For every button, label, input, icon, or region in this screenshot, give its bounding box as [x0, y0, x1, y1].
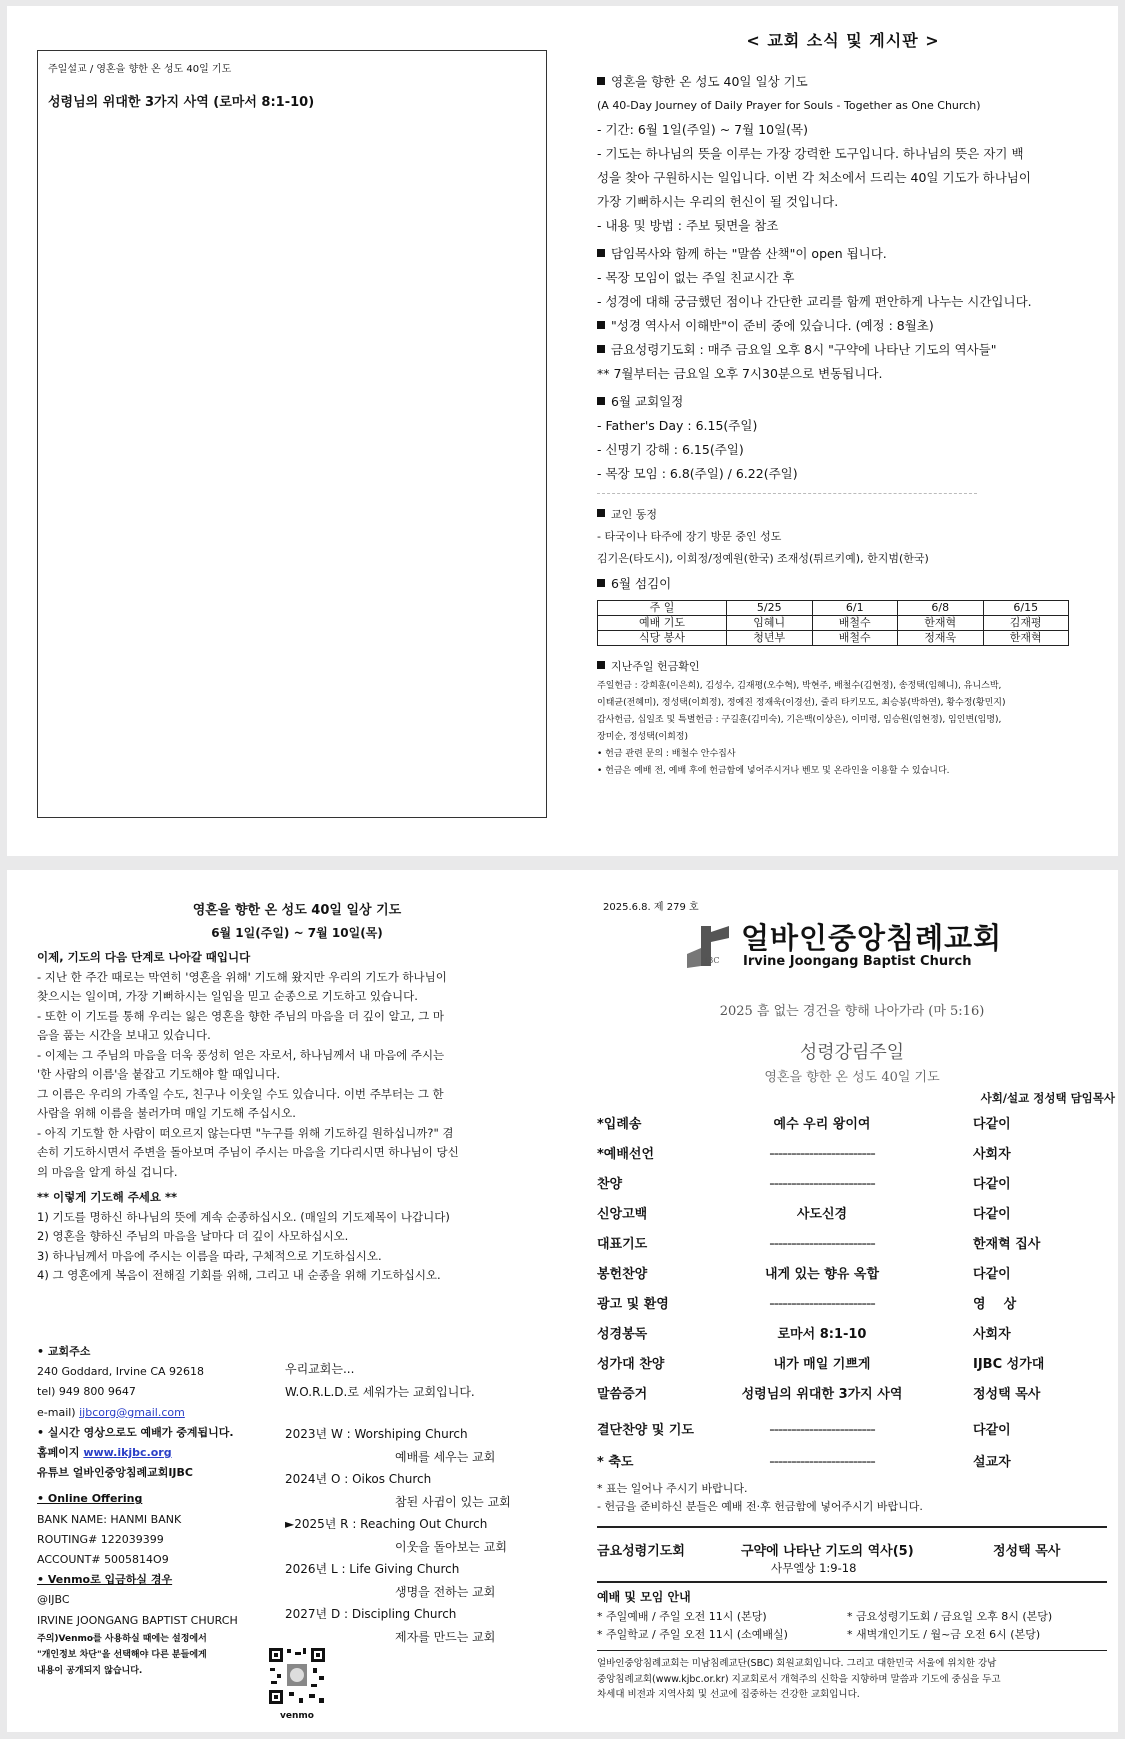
world-year: ►2025년 R : Reaching Out Church — [285, 1517, 488, 1531]
square-bullet-icon — [597, 321, 605, 329]
news-heading: 담임목사와 함께 하는 "말씀 산책"이 open 됩니다. — [597, 242, 1112, 266]
news-board — [597, 70, 1112, 780]
online-offering-heading: • Online Offering — [37, 1492, 143, 1506]
meetings-list-right — [847, 1608, 1052, 1644]
homepage-row: 홈페이지 www.ikjbc.org — [37, 1446, 172, 1460]
world-sub: 제자를 만드는 교회 — [395, 1629, 496, 1644]
prayer-line: 사람을 위해 이름을 불러가며 매일 기도해 주십시오. — [37, 1106, 296, 1120]
worship-notes — [597, 1480, 923, 1516]
table-cell: 예배 기도 — [598, 616, 727, 631]
church-motto: 2025 흠 없는 경건을 향해 나아가라 (마 5:16) — [719, 1004, 985, 1019]
prayer-line: 음을 품는 시간을 보내고 있습니다. — [37, 1028, 211, 1042]
church-name-ko: 얼바인중앙침례교회 — [741, 921, 1003, 955]
news-line: - 성경에 대해 궁금했던 점이나 간단한 교리를 함께 편안하게 나누는 시간입니다. — [597, 294, 1032, 309]
square-bullet-icon — [597, 509, 605, 517]
pray-item: 4) 그 영혼에게 복음이 전해질 기회를 위해, 그리고 내 순종을 위해 기도하십시오. — [37, 1268, 441, 1282]
prayer-line: - 아직 기도할 한 사람이 떠오르지 않는다면 "누구를 위해 기도하길 원하십니까?" 겸 — [37, 1125, 454, 1140]
order-row: 광고 및 환영 ------------------------ 영 상 — [597, 1297, 1017, 1312]
prayer-line: 이제, 기도의 다음 단계로 나아갈 때입니다 — [37, 950, 251, 964]
venmo-note: 내용이 공개되지 않습니다. — [37, 1665, 143, 1676]
table-cell: 김재평 — [983, 616, 1069, 631]
prayer-line: '한 사람의 이름'을 붙잡고 기도해야 할 때입니다. — [37, 1067, 280, 1081]
order-row: 결단찬양 및 기도 ------------------------ 다같이 — [597, 1423, 1011, 1438]
meetings-list — [597, 1608, 788, 1644]
meeting-item: * 주일예배 / 주일 오전 11시 (본당) — [597, 1610, 767, 1623]
prayer-line: 의 마음을 알게 하실 겁니다. — [37, 1164, 178, 1179]
offering-line: 장미순, 정성택(이희정) — [597, 732, 688, 742]
address-street: 240 Goddard, Irvine CA 92618 — [37, 1365, 205, 1379]
prayer-line: - 이제는 그 주님의 마음을 더욱 풍성히 얻은 자로서, 하나님께서 내 마음에 주시는 — [37, 1047, 445, 1062]
table-row — [598, 601, 1069, 616]
bulletin-outer-page — [7, 870, 1118, 1732]
offering-line: • 헌금은 예배 전, 예배 후에 헌금함에 넣어주시거나 벤모 및 온라인을 이용할 수 있습니다. — [597, 766, 950, 776]
footer-line: 차세대 비전과 지역사회 및 선교에 집중하는 건강한 교회입니다. — [597, 1689, 860, 1700]
table-cell: 임혜니 — [727, 616, 813, 631]
church-footer — [597, 1656, 1001, 1703]
venmo-id: @IJBC — [37, 1593, 70, 1607]
offering-heading: 지난주일 헌금확인 — [597, 656, 1112, 678]
news-line: (A 40-Day Journey of Daily Prayer for Souls - Together as One Church) — [597, 99, 981, 112]
qr-code-icon — [267, 1646, 327, 1706]
world-sub: 예배를 세우는 교회 — [395, 1449, 496, 1464]
news-line: - 기도는 하나님의 뜻을 이루는 가장 강력한 도구입니다. 하나님의 뜻은 자기 백 — [597, 146, 1024, 161]
venmo-qr-code[interactable] — [267, 1646, 327, 1721]
news-heading: 금요성령기도회 : 매주 금요일 오후 8시 "구약에 나타난 기도의 역사들" — [597, 338, 1112, 362]
order-row: 성경봉독 로마서 8:1-10 사회자 — [597, 1327, 1011, 1342]
prayer-title: 영혼을 향한 온 성도 40일 일상 기도 — [192, 903, 402, 918]
issue-number: 2025.6.8. 제 279 호 — [603, 902, 699, 913]
order-row: * 축도 ------------------------ 설교자 — [597, 1455, 1011, 1470]
offering-line: 주일헌금 : 강희훈(이은희), 김성수, 김재평(오수혁), 박현주, 배철수(김현정), 송정택(임혜니), 유니스박, — [597, 681, 1002, 691]
table-cell: 6/15 — [983, 601, 1069, 616]
divider — [597, 1581, 1107, 1583]
prayer-guide — [37, 900, 557, 1286]
members-heading: 교인 동정 — [597, 504, 1112, 526]
venmo-note: "개인정보 차단"을 선택해야 다른 분들에게 — [37, 1649, 207, 1660]
prayer-line: 그 이름은 우리의 가족일 수도, 친구나 이웃일 수도 있습니다. 이번 주부터는 그 한 — [37, 1086, 444, 1101]
pray-item: 2) 영혼을 향하신 주님의 마음을 날마다 더 깊이 사모하십시오. — [37, 1229, 349, 1243]
table-cell: 5/25 — [727, 601, 813, 616]
square-bullet-icon — [597, 249, 605, 257]
duty-heading: 6월 섬김이 — [597, 572, 1112, 596]
members-line: - 타국이나 타주에 장기 방문 중인 성도 — [597, 530, 782, 543]
divider — [597, 1526, 1107, 1528]
email-link[interactable]: ijbcorg@gmail.com — [79, 1405, 185, 1419]
live-notice: • 실시간 영상으로도 예배가 중계됩니다. — [37, 1425, 234, 1439]
news-line: ** 7월부터는 금요일 오후 7시30분으로 변동됩니다. — [597, 366, 883, 381]
table-cell: 한재혁 — [898, 616, 984, 631]
news-heading: "성경 역사서 이해반"이 준비 중에 있습니다. (예정 : 8월초) — [597, 314, 1112, 338]
table-cell: 6/1 — [812, 601, 898, 616]
homepage-link[interactable]: www.ikjbc.org — [83, 1446, 172, 1460]
world-sub: 생명을 전하는 교회 — [395, 1584, 496, 1599]
world-intro: W.O.R.L.D.로 세워가는 교회입니다. — [285, 1384, 475, 1399]
prayer-line: 손히 기도하시면서 주변을 돌아보며 주님이 주시는 마음을 기다리시면 하나님이 당신 — [37, 1145, 459, 1159]
table-row — [598, 616, 1069, 631]
meeting-item: * 주일학교 / 주일 오전 11시 (소예배실) — [597, 1628, 788, 1641]
news-heading: 영혼을 향한 온 성도 40일 일상 기도 — [597, 70, 1112, 94]
news-line: - 기간: 6월 1일(주일) ~ 7월 10일(목) — [597, 122, 808, 137]
news-line: - 내용 및 방법 : 주보 뒷면을 참조 — [597, 218, 779, 233]
table-cell: 배철수 — [812, 616, 898, 631]
sermon-notes-box — [37, 50, 547, 818]
prayer-line: - 또한 이 기도를 통해 우리는 잃은 영혼을 향한 주님의 마음을 더 깊이 알고, 그 마 — [37, 1008, 445, 1023]
order-row: 성가대 찬양 내가 매일 기쁘게 IJBC 성가대 — [597, 1357, 1045, 1372]
news-line: 성을 찾아 구원하시는 일입니다. 이번 각 처소에서 드리는 40일 기도가 하나님이 — [597, 170, 1031, 185]
table-cell: 청년부 — [727, 631, 813, 646]
world-year: 2023년 W : Worshiping Church — [285, 1427, 468, 1441]
order-row: 찬양 ------------------------ 다같이 — [597, 1177, 1011, 1192]
friday-label: 금요성령기도회 — [597, 1544, 685, 1559]
bulletin-inner-page — [7, 6, 1118, 856]
worship-note: - 헌금을 준비하신 분들은 예배 전·후 헌금함에 넣어주시기 바랍니다. — [597, 1500, 923, 1513]
world-year: 2027년 D : Discipling Church — [285, 1607, 457, 1621]
square-bullet-icon — [597, 345, 605, 353]
friday-preacher: 정성택 목사 — [993, 1544, 1061, 1559]
sermon-title: 성령님의 위대한 3가지 사역 (로마서 8:1-10) — [48, 95, 315, 110]
pray-item: 3) 하나님께서 마음에 주시는 이름을 따라, 구체적으로 기도하십시오. — [37, 1248, 382, 1263]
address-heading: • 교회주소 — [37, 1345, 91, 1358]
world-sub: 참된 사귐이 있는 교회 — [395, 1494, 511, 1509]
meetings-heading: 예배 및 모임 안내 — [597, 1590, 691, 1604]
church-logo — [687, 924, 731, 974]
footer-line: 얼바인중앙침례교회는 미남침례교단(SBC) 회원교회입니다. 그리고 대한민국 서울에 위치한 강남 — [597, 1658, 997, 1669]
account-number: ACCOUNT# 5005814O9 — [37, 1553, 169, 1567]
address-tel: tel) 949 800 9647 — [37, 1385, 136, 1399]
members-line: 김기은(타도시), 이희정/정예원(한국) 조재성(튀르키예), 한지범(한국) — [597, 552, 929, 565]
table-cell: 한재혁 — [983, 631, 1069, 646]
news-line: - Father's Day : 6.15(주일) — [597, 418, 758, 433]
news-line: - 신명기 강해 : 6.15(주일) — [597, 442, 744, 457]
sermon-header: 주일설교 / 영혼을 향한 온 성도 40일 기도 — [48, 64, 232, 75]
news-line: - 목장 모임이 없는 주일 친교시간 후 — [597, 270, 795, 285]
square-bullet-icon — [597, 579, 605, 587]
world-vision — [285, 1358, 565, 1648]
prayer-body — [37, 948, 557, 1286]
prayer-line: 찾으시는 일이며, 가장 기뻐하시는 일임을 믿고 순종으로 기도하고 있습니다. — [37, 989, 418, 1003]
table-cell: 식당 봉사 — [598, 631, 727, 646]
order-row: *입례송 예수 우리 왕이여 다같이 — [597, 1117, 1011, 1132]
offering-line: 이태균(전혜미), 정성택(이희정), 정예진 정재욱(이경선), 줄리 타키모도, 최승봉(박하연), 황수정(황민지) — [597, 698, 1006, 708]
order-row: 신앙고백 사도신경 다같이 — [597, 1207, 1011, 1222]
world-year: 2024년 O : Oikos Church — [285, 1472, 432, 1486]
table-row — [598, 631, 1069, 646]
bank-name: BANK NAME: HANMI BANK — [37, 1512, 182, 1526]
church-contact — [37, 1342, 267, 1679]
divider — [597, 1650, 1107, 1651]
square-bullet-icon — [597, 77, 605, 85]
table-cell: 6/8 — [898, 601, 984, 616]
order-row: 대표기도 ------------------------ 한재혁 집사 — [597, 1237, 1041, 1252]
sunday-title: 성령강림주일 — [799, 1042, 905, 1063]
venmo-note: 주의)Venmo를 사용하실 때에는 설정에서 — [37, 1633, 207, 1644]
venmo-heading: • Venmo로 입금하실 경우 — [37, 1573, 173, 1587]
worship-note: * 표는 일어나 주시기 바랍니다. — [597, 1482, 748, 1495]
duty-table — [597, 600, 1069, 646]
offering-line: • 헌금 관련 문의 : 배철수 안수집사 — [597, 749, 736, 759]
square-bullet-icon — [597, 397, 605, 405]
world-year: 2026년 L : Life Giving Church — [285, 1562, 460, 1576]
order-of-worship — [597, 1111, 1107, 1471]
prayer-dates: 6월 1일(주일) ~ 7월 10일(목) — [211, 926, 383, 940]
table-cell: 정재욱 — [898, 631, 984, 646]
friday-text: 사무엘상 1:9-18 — [771, 1561, 857, 1575]
order-row: 봉헌찬양 내게 있는 향유 옥합 다같이 — [597, 1267, 1011, 1282]
routing-number: ROUTING# 122039399 — [37, 1532, 164, 1546]
meeting-item: * 금요성령기도회 / 금요일 오후 8시 (본당) — [847, 1610, 1053, 1623]
service-leader: 사회/설교 정성택 담임목사 — [980, 1091, 1115, 1105]
square-bullet-icon — [597, 661, 605, 669]
order-row: *예배선언 ------------------------ 사회자 — [597, 1147, 1011, 1162]
friday-title: 구약에 나타난 기도의 역사(5) — [741, 1544, 914, 1559]
prayer-line: - 지난 한 주간 때로는 막연히 '영혼을 위해' 기도해 왔지만 우리의 기도가 하나님이 — [37, 969, 447, 984]
bulletin-title: < 교회 소식 및 게시판 > — [746, 31, 940, 50]
offering-line: 감사헌금, 십일조 및 특별헌금 : 구길훈(김미숙), 기은백(이상은), 이미령, 임승원(임현정), 임인변(임명), — [597, 715, 1002, 725]
table-cell: 주 일 — [598, 601, 727, 616]
news-line: - 목장 모임 : 6.8(주일) / 6.22(주일) — [597, 466, 798, 481]
divider — [597, 493, 977, 494]
venmo-qr-label: venmo — [280, 1711, 314, 1721]
world-sub: 이웃을 돌아보는 교회 — [395, 1539, 507, 1554]
news-heading: 6월 교회일정 — [597, 390, 1112, 414]
sunday-subtitle: 영혼을 향한 온 성도 40일 기도 — [764, 1070, 940, 1085]
church-name-en: Irvine Joongang Baptist Church — [743, 954, 972, 969]
address-email-row: e-mail) ijbcorg@gmail.com — [37, 1405, 185, 1419]
news-line: 가장 기뻐하시는 우리의 헌신이 될 것입니다. — [597, 194, 839, 209]
pray-heading: ** 이렇게 기도해 주세요 ** — [37, 1190, 178, 1204]
table-cell: 배철수 — [812, 631, 898, 646]
footer-line: 중앙침례교회(www.kjbc.or.kr) 지교회로서 개혁주의 신학을 지향하며 말씀과 기도에 중심을 두고 — [597, 1673, 1001, 1685]
youtube-line: 유튜브 얼바인중앙침례교회IJBC — [37, 1466, 193, 1480]
world-intro: 우리교회는... — [285, 1362, 355, 1376]
pray-item: 1) 기도를 명하신 하나님의 뜻에 계속 순종하십시오. (매일의 기도제목이 나갑니다) — [37, 1209, 450, 1224]
meeting-item: * 새벽개인기도 / 월~금 오전 6시 (본당) — [847, 1628, 1041, 1641]
venmo-name: IRVINE JOONGANG BAPTIST CHURCH — [37, 1613, 238, 1627]
logo-mark: IJBC — [701, 956, 720, 965]
order-row: 말씀증거 성령님의 위대한 3가지 사역 정성택 목사 — [597, 1387, 1041, 1402]
